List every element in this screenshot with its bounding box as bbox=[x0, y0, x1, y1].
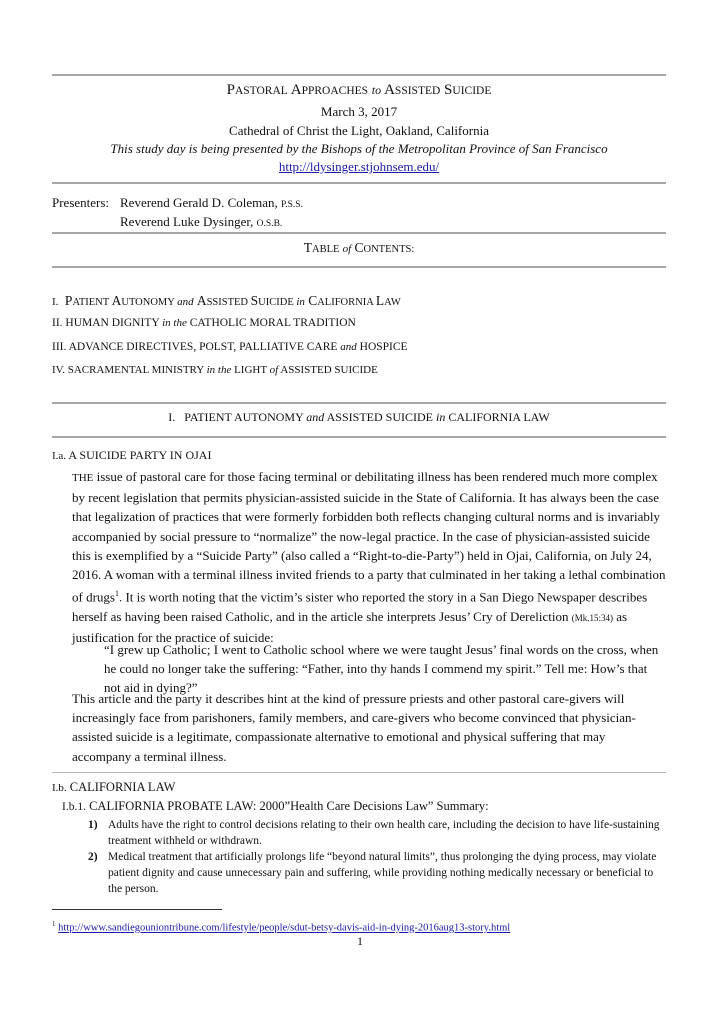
footnote: $^1$ http://www.sandiegouniontribune.com/lifestyle/people/sdut-betsy-davis-aid-in-dying-2016aug13-story.html bbox=[52, 920, 511, 934]
toc-item-4[interactable]: IV. SACRAMENTAL MINISTRY in the LIGHT of ASSISTED SUICIDE bbox=[52, 364, 378, 376]
paragraph-1: THE issue of pastoral care for those facing terminal or debilitating illness has been rendered much more complex by recent legislation that permits physician-assisted suicide in the State of California. It has always been the case that legalization of practices that were formerly forbidden both reflects changing cultural norms and is invariably accompanied by social pressure to “normalize” the now-legal practice. In the case of physician-assisted suicide this is exemplified by a “Suicide Party” (also called a “Right-to-die-Party”) held in Ojai, California, on July 24, 2016. A woman with a terminal illness invited friends to a party that culminated in her taking a lethal combination of drugs$^1$. It is worth noting that the victim’s sister who reported the story in a San Diego Newspaper describes herself as having been raised Catholic, and in the article she interprets Jesus’ Cry of Dereliction (Mk.15:34) as justification for the practice of suicide: bbox=[72, 469, 666, 645]
toc-item-3[interactable]: III. ADVANCE DIRECTIVES, POLST, PALLIATIVE CARE and HOSPICE bbox=[52, 341, 408, 353]
toc-item-1[interactable]: I. PATIENT AUTONOMY and ASSISTED SUICIDE in CALIFORNIA LAW bbox=[52, 293, 401, 308]
rule-after-toc-heading bbox=[52, 266, 666, 268]
footnote-mark-1[interactable]: 1 bbox=[114, 589, 119, 599]
list-item: 1) Adults have the right to control decisions relating to their own health care, including the decision to have life-sustaining treatment withheld or withdrawn. bbox=[88, 819, 660, 847]
top-rule bbox=[52, 74, 666, 76]
presented-by: This study day is being presented by the Bishops of the Metropolitan Province of San Francisco bbox=[110, 141, 608, 156]
presenters-label: Presenters: bbox=[52, 195, 110, 210]
header-link-wrap bbox=[52, 159, 666, 175]
subsection-ib1-heading: I.b.1. CALIFORNIA PROBATE LAW: 2000”Health Care Decisions Law” Summary: bbox=[62, 799, 489, 813]
toc-heading: TABLE of CONTENTS: bbox=[303, 240, 415, 255]
paragraph-2: This article and the party it describes hint at the kind of pressure priests and other pastoral care-givers will increasingly face from parishoners, family members, and care-givers who become convinced that physician-assisted suicide is a legitimate, compassionate alternative to emotional and physical suffering that may accompany a terminal illness. bbox=[72, 691, 636, 764]
document-location: Cathedral of Christ the Light, Oakland, California bbox=[229, 123, 489, 138]
document-date: March 3, 2017 bbox=[320, 104, 398, 119]
footnote-url-link[interactable]: http://www.sandiegouniontribune.com/lifestyle/people/sdut-betsy-davis-aid-in-dying-2016aug13-story.html bbox=[58, 922, 511, 934]
section-1-heading: I. PATIENT AUTONOMY and ASSISTED SUICIDE in CALIFORNIA LAW bbox=[168, 410, 550, 424]
list-item: 2) Medical treatment that artificially prolongs life “beyond natural limits”, thus prolonging the dying process, may violate patient dignity and cause unnecessary pain and suffering, while providing nothing medically necessary or beneficial to the person. bbox=[88, 851, 657, 895]
rule-before-ib bbox=[52, 772, 666, 773]
rule-after-section-1 bbox=[52, 436, 666, 438]
rule-before-section-1 bbox=[52, 402, 666, 404]
rule-before-toc bbox=[52, 232, 666, 234]
subsection-ia-heading: I.a. A SUICIDE PARTY IN OJAI bbox=[52, 448, 212, 462]
presenter-1: Reverend Gerald D. Coleman, P.S.S. bbox=[120, 195, 303, 210]
quotation: “I grew up Catholic; I went to Catholic school where we were taught Jesus’ final words on the cross, when he could no longer take the suffering: “Father, into thy hands I commend my spirit.” Tell me: How’s that not aid in dying?” bbox=[104, 642, 659, 696]
footnote-rule bbox=[52, 909, 222, 910]
presenter-2: Reverend Luke Dysinger, O.S.B. bbox=[120, 214, 283, 229]
subsection-ib-heading: I.b. CALIFORNIA LAW bbox=[52, 780, 176, 794]
page-number: 1 bbox=[357, 934, 363, 948]
numbered-list bbox=[88, 817, 668, 897]
toc-item-2[interactable]: II. HUMAN DIGNITY in the CATHOLIC MORAL TRADITION bbox=[52, 317, 356, 329]
header-url-link[interactable]: http://ldysinger.stjohnsem.edu/ bbox=[278, 159, 440, 174]
rule-after-header bbox=[52, 182, 666, 184]
document-title: PASTORAL APPROACHES to ASSISTED SUICIDE bbox=[226, 82, 492, 98]
